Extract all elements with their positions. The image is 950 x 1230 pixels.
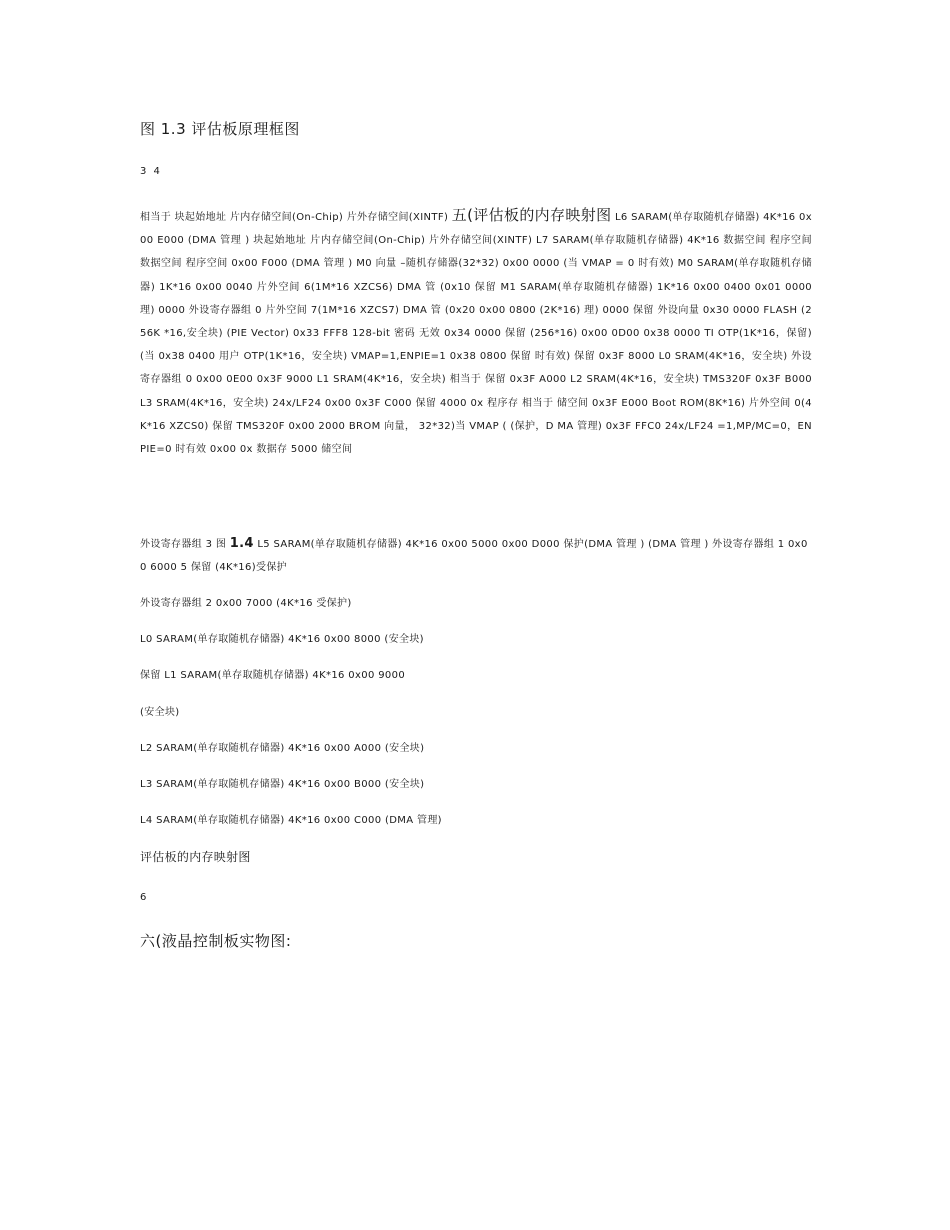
section5-title: 五(评估板的内存映射图 [451, 206, 612, 224]
para1-text-a: 相当于 块起始地址 片内存储空间(On-Chip) 片外存储空间(XINTF) [140, 212, 452, 223]
memory-map-paragraph [140, 204, 812, 461]
line-group2: 外设寄存器组 2 0x00 7000 (4K*16 受保护) [140, 598, 352, 609]
line-l3: L3 SARAM(单存取随机存储器) 4K*16 0x00 B000 (安全块) [140, 779, 425, 790]
line-l4: L4 SARAM(单存取随机存储器) 4K*16 0x00 C000 (DMA 管理) [140, 815, 442, 826]
para1-text-b: L6 SARAM(单存取随机存储器) 4K*16 0x00 E000 (DMA 管理 ) 块起始地址 片内存储空间(On-Chip) 片外存储空间(XINTF) L7 SARAM(单存取随机存储器) 4K*16 数据空间 程序空间 数据空间 程序空间 0x00 F000 (DMA 管理 ) M0 向量 –随机存储器(32*32) 0x00 0000 (当 VMAP = 0 时有效) M0 SARAM(单存取随机存储器) 1K*16 0x00 0040 片外空间 6(1M*16 XZCS6) DMA 管 (0x10 保留 M1 SARAM(单存取随机存储器) 1K*16 0x00 0400 0x01 0000 理) 0000 外设寄存器组 0 片外空间 7(1M*16 XZCS7) DMA 管 (0x20 0x00 0800 (2K*16) 理) 0000 保留 外设向量 0x30 0000 FLASH (256K *16,安全块) (PIE Vector) 0x33 FFF8 128-bit 密码 无效 0x34 0000 保留 (256*16) 0x00 0D00 0x38 0000 TI OTP(1K*16，保留) (当 0x38 0400 用户 OTP(1K*16，安全块) VMAP=1,ENPIE=1 0x38 0800 保留 时有效) 保留 0x3F 8000 L0 SRAM(4K*16，安全块) 外设寄存器组 0 0x00 0E00 0x3F 9000 L1 SRAM(4K*16，安全块) 相当于 保留 0x3F A000 L2 SRAM(4K*16，安全块) TMS320F 0x3F B000 L3 SRAM(4K*16，安全块) 24x/LF24 0x00 0x3F C000 保留 4000 0x 程序存 相当于 储空间 0x3F E000 Boot ROM(8K*16) 片外空间 0(4K*16 XZCS0) 保留 TMS320F 0x00 2000 BROM 向量， 32*32)当 VMAP ( (保护，D MA 管理) 0x3F FFC0 24x/LF24 =1,MP/MC=0，ENPIE=0 时有效 0x00 0x 数据存 5000 储空间 [140, 212, 812, 456]
page-number-6: 6 [140, 892, 147, 903]
para2-text-a: 外设寄存器组 3 图 [140, 539, 230, 550]
memory-map-caption: 评估板的内存映射图 [140, 850, 251, 864]
para2-text-b: L5 SARAM(单存取随机存储器) 4K*16 0x00 5000 0x00 D000 保护(DMA 管理 ) (DMA 管理 ) 外设寄存器组 1 0x00 6000 5 保留 (4K*16)受保护 [140, 539, 808, 573]
figure-number: 1.4 [229, 536, 254, 551]
line-l1: 保留 L1 SARAM(单存取随机存储器) 4K*16 0x00 9000 [140, 670, 406, 681]
figure-title: 图 1.3 评估板原理框图 [140, 120, 300, 138]
page-numbers: 3 4 [140, 166, 162, 177]
figure-1-4-paragraph [140, 532, 812, 579]
line-safe: (安全块) [140, 707, 180, 718]
section6-title: 六(液晶控制板实物图: [140, 932, 292, 950]
line-l0: L0 SARAM(单存取随机存储器) 4K*16 0x00 8000 (安全块) [140, 634, 424, 645]
line-l2: L2 SARAM(单存取随机存储器) 4K*16 0x00 A000 (安全块) [140, 743, 425, 754]
